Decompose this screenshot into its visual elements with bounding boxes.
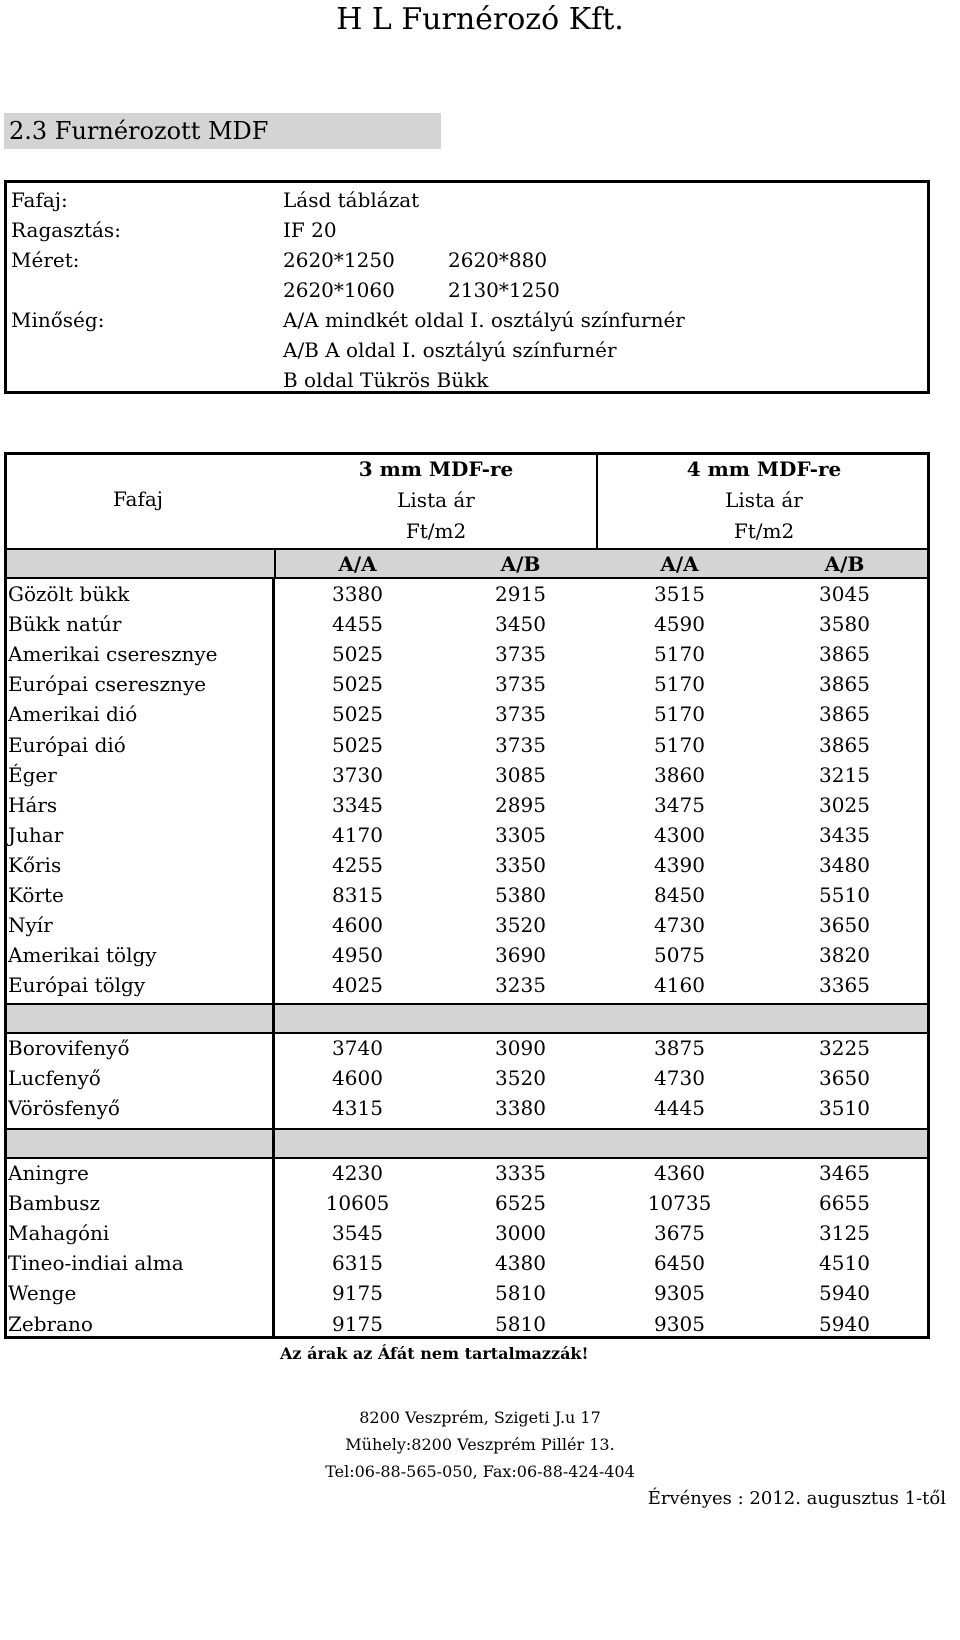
price-cell: 9175 xyxy=(332,1311,383,1336)
price-cell: 4730 xyxy=(654,913,705,938)
price-cell: 3215 xyxy=(819,762,870,787)
price-cell: 3650 xyxy=(819,913,870,938)
price-cell: 3350 xyxy=(495,852,546,877)
lista-ar-4mm: Lista ár xyxy=(725,488,803,512)
price-cell: 3365 xyxy=(819,973,870,998)
separator-line xyxy=(4,1157,930,1159)
price-cell: 4390 xyxy=(654,852,705,877)
price-cell: 8315 xyxy=(332,883,383,907)
col-header-4mm-ab: A/B xyxy=(824,552,865,576)
ragasztas-label: Ragasztás: xyxy=(11,218,121,242)
wood-species-name: Tineo-indiai alma xyxy=(8,1251,184,1276)
wood-species-name: Amerikai tölgy xyxy=(8,943,157,968)
price-cell: 4600 xyxy=(332,1066,383,1091)
price-cell: 3865 xyxy=(819,702,870,727)
price-cell: 3820 xyxy=(819,943,870,968)
address-line-3: Tel:06-88-565-050, Fax:06-88-424-404 xyxy=(325,1462,635,1481)
product-info-box xyxy=(4,180,930,394)
meret-value-2: 2620*880 xyxy=(448,248,548,272)
minoseg-label: Minőség: xyxy=(11,308,105,332)
price-cell: 3545 xyxy=(332,1221,383,1246)
meret-value-4: 2130*1250 xyxy=(448,278,560,302)
price-cell: 3225 xyxy=(819,1036,870,1060)
price-cell: 4315 xyxy=(332,1096,383,1121)
fafaj-header: Fafaj xyxy=(113,487,163,511)
name-column-divider xyxy=(272,579,275,1336)
price-cell: 6525 xyxy=(495,1191,546,1216)
wood-species-name: Bambusz xyxy=(8,1191,101,1216)
price-cell: 2915 xyxy=(495,582,546,606)
price-cell: 5025 xyxy=(332,672,383,697)
price-cell: 5025 xyxy=(332,732,383,757)
wood-species-name: Juhar xyxy=(8,822,64,847)
price-cell: 3865 xyxy=(819,642,870,667)
price-cell: 5075 xyxy=(654,943,705,968)
price-cell: 3085 xyxy=(495,762,546,787)
price-cell: 3740 xyxy=(332,1036,383,1060)
price-cell: 3735 xyxy=(495,672,546,697)
wood-species-name: Gözölt bükk xyxy=(8,582,130,606)
table-border-bottom xyxy=(4,1336,930,1339)
price-cell: 5940 xyxy=(819,1311,870,1336)
price-cell: 10735 xyxy=(647,1191,712,1216)
minoseg-value-1: A/A mindkét oldal I. osztályú színfurnér xyxy=(283,308,685,332)
price-cell: 3860 xyxy=(654,762,705,787)
price-cell: 3305 xyxy=(495,822,546,847)
price-cell: 3510 xyxy=(819,1096,870,1121)
price-cell: 4380 xyxy=(495,1251,546,1276)
separator-line xyxy=(4,1032,930,1034)
price-cell: 6315 xyxy=(332,1251,383,1276)
section-title: 2.3 Furnérozott MDF xyxy=(4,113,441,149)
wood-species-name: Zebrano xyxy=(8,1311,93,1336)
price-cell: 6655 xyxy=(819,1191,870,1216)
price-cell: 3875 xyxy=(654,1036,705,1060)
price-cell: 3480 xyxy=(819,852,870,877)
price-cell: 3125 xyxy=(819,1221,870,1246)
table-border-right xyxy=(927,452,930,1339)
unit-4mm: Ft/m2 xyxy=(733,519,795,543)
price-cell: 4590 xyxy=(654,612,705,637)
price-cell: 3380 xyxy=(495,1096,546,1121)
price-cell: 3380 xyxy=(332,582,383,606)
group-header-4mm: 4 mm MDF-re xyxy=(686,457,842,481)
wood-species-name: Amerikai dió xyxy=(8,702,138,727)
lista-ar-3mm: Lista ár xyxy=(397,488,475,512)
wood-species-name: Wenge xyxy=(8,1281,77,1306)
price-cell: 3865 xyxy=(819,672,870,697)
wood-species-name: Nyír xyxy=(8,913,53,938)
price-cell: 3735 xyxy=(495,642,546,667)
separator-line xyxy=(4,1128,930,1130)
price-cell: 5810 xyxy=(495,1311,546,1336)
table-border-top xyxy=(4,452,930,455)
price-cell: 4730 xyxy=(654,1066,705,1091)
price-cell: 4360 xyxy=(654,1161,705,1185)
price-cell: 4455 xyxy=(332,612,383,637)
wood-species-name: Kőris xyxy=(8,852,62,877)
price-cell: 3735 xyxy=(495,702,546,727)
price-cell: 4170 xyxy=(332,822,383,847)
price-cell: 5170 xyxy=(654,642,705,667)
price-cell: 3045 xyxy=(819,582,870,606)
price-cell: 3735 xyxy=(495,732,546,757)
minoseg-value-3: B oldal Tükrös Bükk xyxy=(283,368,489,392)
company-name: H L Furnérozó Kft. xyxy=(336,2,624,37)
price-cell: 4025 xyxy=(332,973,383,998)
price-cell: 5025 xyxy=(332,702,383,727)
price-cell: 3580 xyxy=(819,612,870,637)
fafaj-label: Fafaj: xyxy=(11,188,68,212)
ragasztas-value: IF 20 xyxy=(283,218,337,242)
price-cell: 8450 xyxy=(654,883,705,907)
price-cell: 4255 xyxy=(332,852,383,877)
minoseg-value-2: A/B A oldal I. osztályú színfurnér xyxy=(283,338,617,362)
price-cell: 3865 xyxy=(819,732,870,757)
price-cell: 4600 xyxy=(332,913,383,938)
col-header-3mm-aa: A/A xyxy=(338,552,377,576)
wood-species-name: Borovifenyő xyxy=(8,1036,130,1060)
unit-3mm: Ft/m2 xyxy=(405,519,467,543)
header-line xyxy=(4,548,930,550)
price-cell: 5940 xyxy=(819,1281,870,1306)
header-line xyxy=(4,577,930,579)
wood-species-name: Lucfenyő xyxy=(8,1066,101,1091)
price-cell: 3690 xyxy=(495,943,546,968)
price-cell: 3475 xyxy=(654,792,705,817)
fafaj-value: Lásd táblázat xyxy=(283,188,420,212)
price-cell: 3235 xyxy=(495,973,546,998)
group-divider xyxy=(596,452,598,548)
price-cell: 3465 xyxy=(819,1161,870,1185)
separator-line xyxy=(4,1003,930,1005)
price-cell: 5380 xyxy=(495,883,546,907)
wood-species-name: Európai tölgy xyxy=(8,973,146,998)
price-cell: 3345 xyxy=(332,792,383,817)
col-header-3mm-ab: A/B xyxy=(500,552,541,576)
wood-species-name: Hárs xyxy=(8,792,58,817)
price-cell: 9305 xyxy=(654,1311,705,1336)
price-cell: 3335 xyxy=(495,1161,546,1185)
price-cell: 4300 xyxy=(654,822,705,847)
price-cell: 5170 xyxy=(654,732,705,757)
price-cell: 3730 xyxy=(332,762,383,787)
price-cell: 3450 xyxy=(495,612,546,637)
price-cell: 5025 xyxy=(332,642,383,667)
price-cell: 3675 xyxy=(654,1221,705,1246)
address-line-2: Mühely:8200 Veszprém Pillér 13. xyxy=(345,1435,615,1454)
wood-species-name: Körte xyxy=(8,883,64,907)
price-cell: 4510 xyxy=(819,1251,870,1276)
price-cell: 4160 xyxy=(654,973,705,998)
vat-note: Az árak az Áfát nem tartalmazzák! xyxy=(280,1344,589,1363)
address-line-1: 8200 Veszprém, Szigeti J.u 17 xyxy=(359,1408,601,1427)
price-cell: 10605 xyxy=(325,1191,390,1216)
wood-species-name: Európai cseresznye xyxy=(8,672,207,697)
price-cell: 3515 xyxy=(654,582,705,606)
valid-from: Érvényes : 2012. augusztus 1-től xyxy=(647,1488,946,1509)
wood-species-name: Bükk natúr xyxy=(8,612,122,637)
col-header-4mm-aa: A/A xyxy=(660,552,699,576)
price-cell: 3025 xyxy=(819,792,870,817)
price-cell: 4950 xyxy=(332,943,383,968)
price-cell: 4445 xyxy=(654,1096,705,1121)
price-cell: 9305 xyxy=(654,1281,705,1306)
group-separator xyxy=(4,1128,930,1158)
price-cell: 4230 xyxy=(332,1161,383,1185)
price-cell: 5510 xyxy=(819,883,870,907)
price-cell: 2895 xyxy=(495,792,546,817)
header-divider xyxy=(274,548,276,578)
wood-species-name: Amerikai cseresznye xyxy=(8,642,218,667)
group-separator xyxy=(4,1003,930,1033)
price-cell: 3090 xyxy=(495,1036,546,1060)
price-cell: 5170 xyxy=(654,672,705,697)
price-cell: 3435 xyxy=(819,822,870,847)
wood-species-name: Európai dió xyxy=(8,732,126,757)
wood-species-name: Vörösfenyő xyxy=(8,1096,120,1121)
wood-species-name: Éger xyxy=(8,762,57,787)
price-cell: 3520 xyxy=(495,913,546,938)
price-cell: 5170 xyxy=(654,702,705,727)
wood-species-name: Mahagóni xyxy=(8,1221,110,1246)
price-cell: 3650 xyxy=(819,1066,870,1091)
wood-species-name: Aningre xyxy=(8,1161,89,1185)
price-cell: 3000 xyxy=(495,1221,546,1246)
group-header-3mm: 3 mm MDF-re xyxy=(358,457,514,481)
price-cell: 3520 xyxy=(495,1066,546,1091)
meret-value-3: 2620*1060 xyxy=(283,278,395,302)
price-cell: 9175 xyxy=(332,1281,383,1306)
meret-label: Méret: xyxy=(11,248,80,272)
price-cell: 5810 xyxy=(495,1281,546,1306)
price-cell: 6450 xyxy=(654,1251,705,1276)
table-border-left xyxy=(4,452,7,1339)
meret-value-1: 2620*1250 xyxy=(283,248,395,272)
